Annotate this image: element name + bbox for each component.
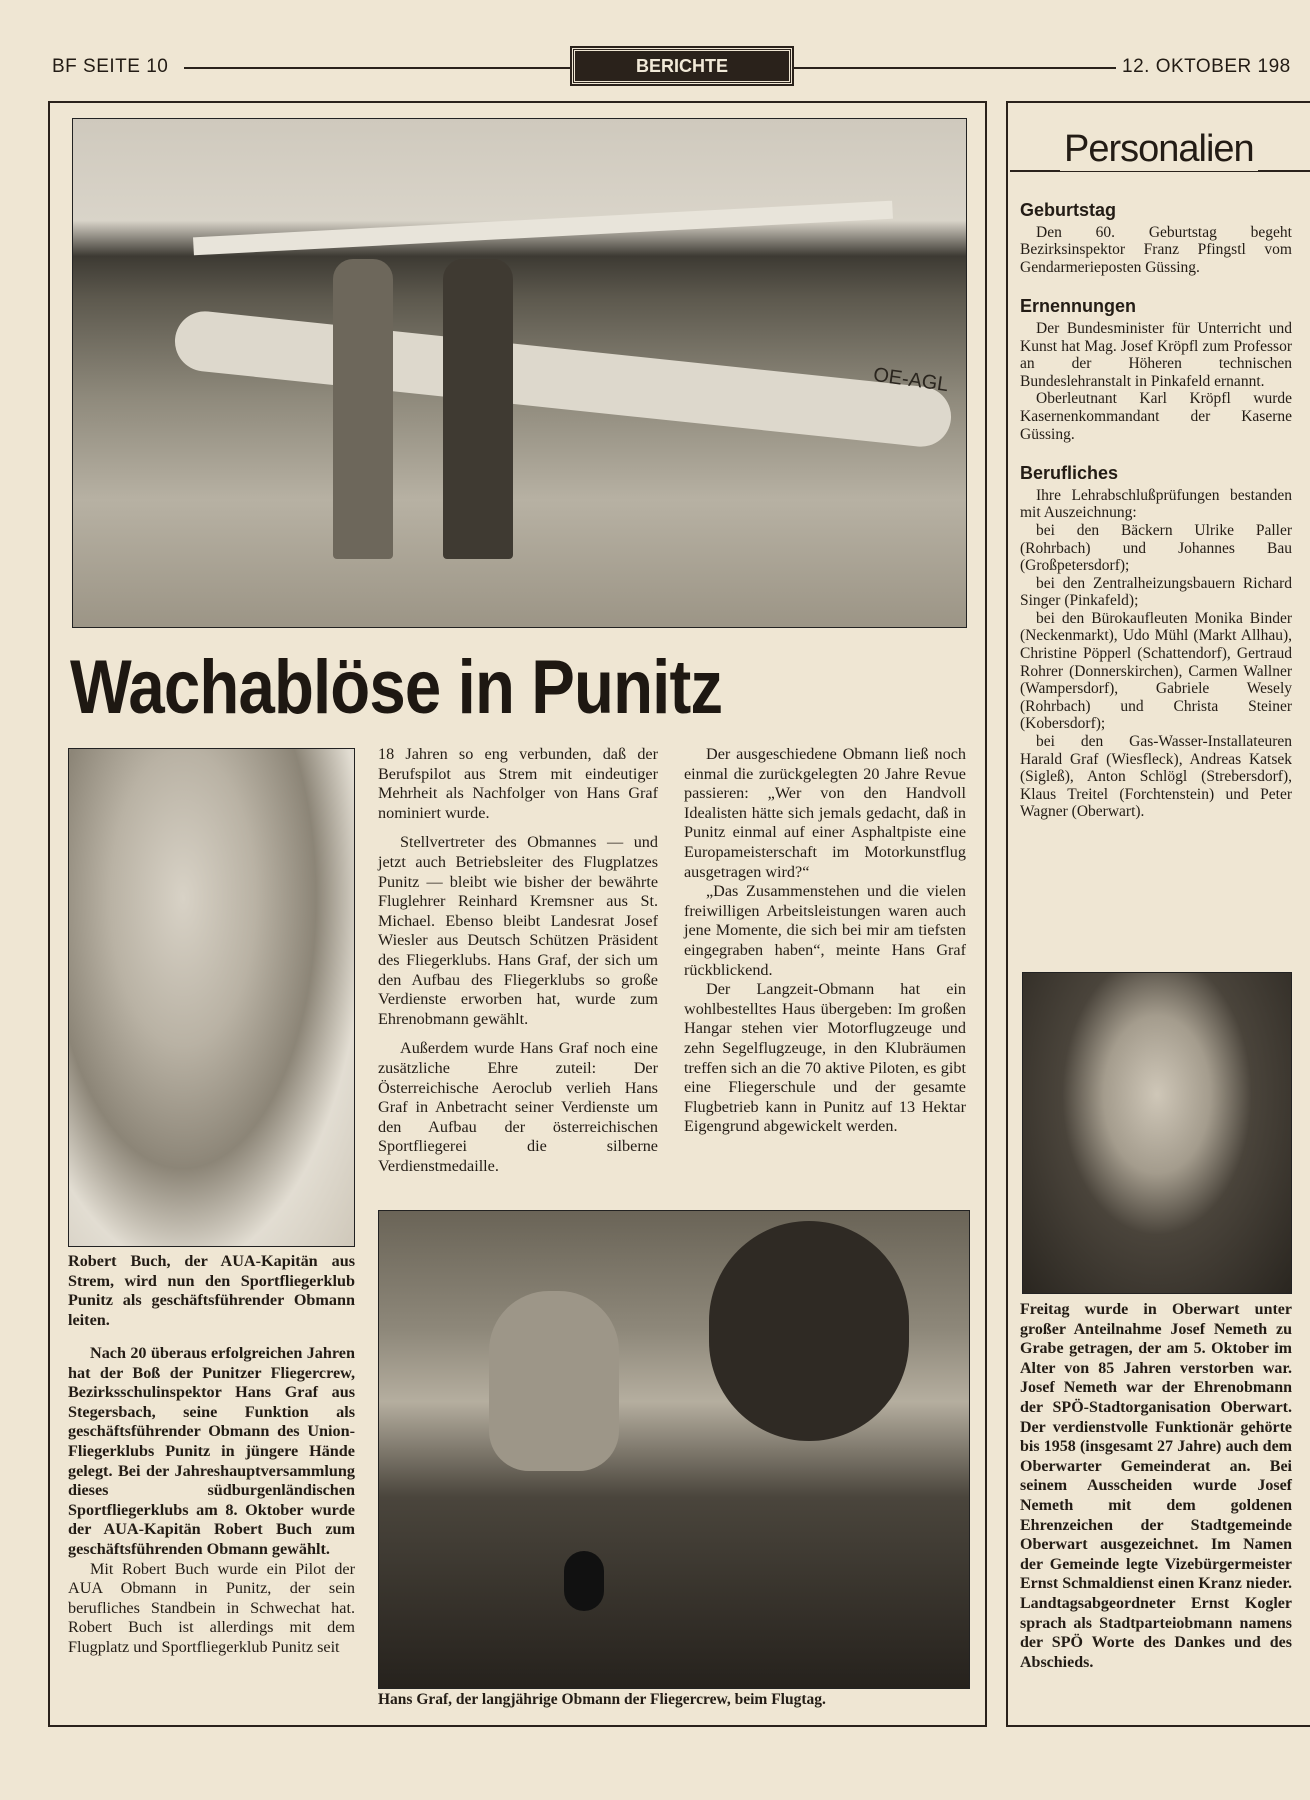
microphone (564, 1551, 604, 1611)
paragraph: Mit Robert Buch wurde ein Pilot der AUA Obmann in Punitz, der sein berufliches Standbein in Schwechat hat. Robert Buch ist allerdings mit dem Flugplatz und Sportfliegerklub Punitz seit (68, 1559, 355, 1656)
paragraph: 18 Jahren so eng verbunden, daß der Berufspilot aus Strem mit eindeutiger Mehrheit als Nachfolger von Hans Graf nominiert wurde. (378, 745, 658, 822)
paragraph: bei den Bürokaufleuten Monika Binder (Neckenmarkt), Udo Mühl (Markt Allhau), Christine Pöpperl (Schattendorf), Gertraud Rohrer (Donnerskirchen), Carmen Wallner (Wampersdorf), Gabriele Wesely (Rohrbach) und Christa Steiner (Kobersdorf); (1020, 609, 1292, 733)
paragraph: Der ausgeschiedene Obmann ließ noch einmal die zurückgelegten 20 Jahre Revue passieren: „Wer von den Handvoll Idealisten hätte sich jemals gedacht, daß in Punitz einmal auf einer Asphaltpiste eine Europameisterschaft im Motorkunstflug ausgetragen wird?“ (684, 745, 966, 881)
robert-buch-portrait (68, 748, 355, 1247)
section-heading: Ernennungen (1020, 296, 1136, 317)
issue-date: 12. OKTOBER 198 (1122, 56, 1291, 77)
right-article-column (684, 745, 966, 1137)
left-column (68, 1344, 355, 1658)
left-caption: Robert Buch, der AUA-Kapitän aus Strem, wird nun den Sportfliegerklub Punitz als geschäftsführender Obmann leiten. (68, 1252, 355, 1329)
aircraft-registration: OE-AGL (871, 363, 950, 397)
bottom-caption: Hans Graf, der langjährige Obmann der Fliegercrew, beim Flugtag. (378, 1691, 826, 1708)
personalien-list (1020, 190, 1292, 821)
hans-graf-figure (489, 1291, 619, 1471)
biplane-photo (72, 118, 967, 628)
paragraph: „Das Zusammenstehen und die vielen freiwilligen Arbeitsleistungen waren auch jene Momente, die sich bei mir am tiefsten eingegraben haben“, meinte Hans Graf rückblickend. (684, 882, 966, 979)
paragraph: Außerdem wurde Hans Graf noch eine zusätzliche Ehre zuteil: Der Österreichische Aeroclub verlieh Hans Graf in Anbetracht seiner Verdienste um den Aufbau der österreichischen Sportfliegerei die silberne Verdienstmedaille. (378, 1039, 658, 1175)
interviewer-figure (709, 1221, 909, 1441)
paragraph: bei den Gas-Wasser-Installateuren Harald Graf (Wiesfleck), Andreas Katsek (Sigleß), Anton Schlögl (Strebersdorf), Klaus Treitel (Forchtenstein) und Peter Wagner (Oberwart). (1020, 733, 1292, 821)
upper-wing (193, 201, 893, 256)
obituary: Freitag wurde in Oberwart unter großer Anteilnahme Josef Nemeth zu Grabe getragen, der am 5. Oktober im Alter von 85 Jahren verstorben war. Josef Nemeth war der Ehrenobmann der SPÖ-Stadtorganisation Oberwart. Der verdienstvolle Funktionär gehörte bis 1958 (insgesamt 27 Jahre) auch dem Oberwarter Gemeinderat an. Bei seinem Ausscheiden wurde Josef Nemeth mit dem goldenen Ehrenzeichen der Stadtgemeinde Oberwart ausgezeichnet. Im Namen der Gemeinde legte Vizebürgermeister Ernst Schmaldienst einen Kranz nieder. Landtagsabgeordneter Ernst Kogler sprach als Stadtparteiobmann namens der SPÖ Worte des Dankes und des Abschieds. (1020, 1301, 1292, 1671)
header-rule-left (184, 67, 570, 69)
paragraph: bei den Zentralheizungsbauern Richard Singer (Pinkafeld); (1020, 574, 1292, 610)
page-number: BF SEITE 10 (52, 56, 169, 77)
person-right (443, 259, 513, 559)
paragraph: Ihre Lehrabschlußprüfungen bestanden mit Auszeichnung: (1020, 486, 1292, 522)
paragraph: Oberleutnant Karl Kröpfl wurde Kasernenkommandant der Kaserne Güssing. (1020, 390, 1292, 443)
section-tag: BERICHTE (572, 48, 792, 84)
paragraph: Nach 20 überaus erfolgreichen Jahren hat der Boß der Punitzer Fliegercrew, Bezirksschulinspektor Hans Graf aus Stegersbach, seine Funktion als geschäftsführender Obmann des Union-Fliegerklubs Punitz in jüngere Hände gelegt. Bei der Jahreshauptversammlung dieses südburgenländischen Sportfliegerklubs am 8. Oktober wurde der AUA-Kapitän Robert Buch zum geschäftsführenden Obmann gewählt. (68, 1344, 355, 1558)
paragraph: Der Bundesminister für Unterricht und Kunst hat Mag. Josef Kröpfl zum Professor an der Höheren technischen Bundeslehranstalt in Pinkafeld ernannt. (1020, 319, 1292, 390)
paragraph: Der Langzeit-Obmann hat ein wohlbestelltes Haus übergeben: Im großen Hangar stehen vier Motorflugzeuge und zehn Segelflugzeuge, in den Klubräumen treffen sich an die 70 aktive Piloten, es gibt eine Fliegerschule und der gesamte Flugbetrieb kann in Punitz auf 13 Hektar Eigengrund abgewickelt werden. (684, 980, 966, 1136)
paragraph: bei den Bäckern Ulrike Paller (Rohrbach) und Johannes Bau (Großpetersdorf); (1020, 521, 1292, 575)
person-left (333, 259, 393, 559)
paragraph: Stellvertreter des Obmannes — und jetzt auch Betriebsleiter des Flugplatzes Punitz — bleibt wie bisher der bewährte Fluglehrer Reinhard Kremsner aus St. Michael. Ebenso bleibt Landesrat Josef Wiesler aus Deutsch Schützen Präsident des Fliegerklubs. Hans Graf, der sich um den Aufbau des Fliegerklubs so große Verdienste erworben hat, wurde zum Ehrenobmann gewählt. (378, 833, 658, 1028)
fuselage (172, 308, 954, 449)
section-heading: Geburtstag (1020, 200, 1117, 220)
josef-nemeth-portrait (1022, 972, 1292, 1294)
middle-column (378, 745, 658, 1176)
interview-photo (378, 1210, 970, 1689)
sidebar-title: Personalien (1060, 128, 1258, 171)
headline: Wachablöse in Punitz (70, 645, 723, 730)
section-heading: Berufliches (1020, 463, 1119, 484)
paragraph: Den 60. Geburtstag begeht Bezirksinspektor Franz Pfingstl vom Gendarmerieposten Güssing. (1020, 223, 1292, 276)
header-rule-right (792, 67, 1116, 69)
